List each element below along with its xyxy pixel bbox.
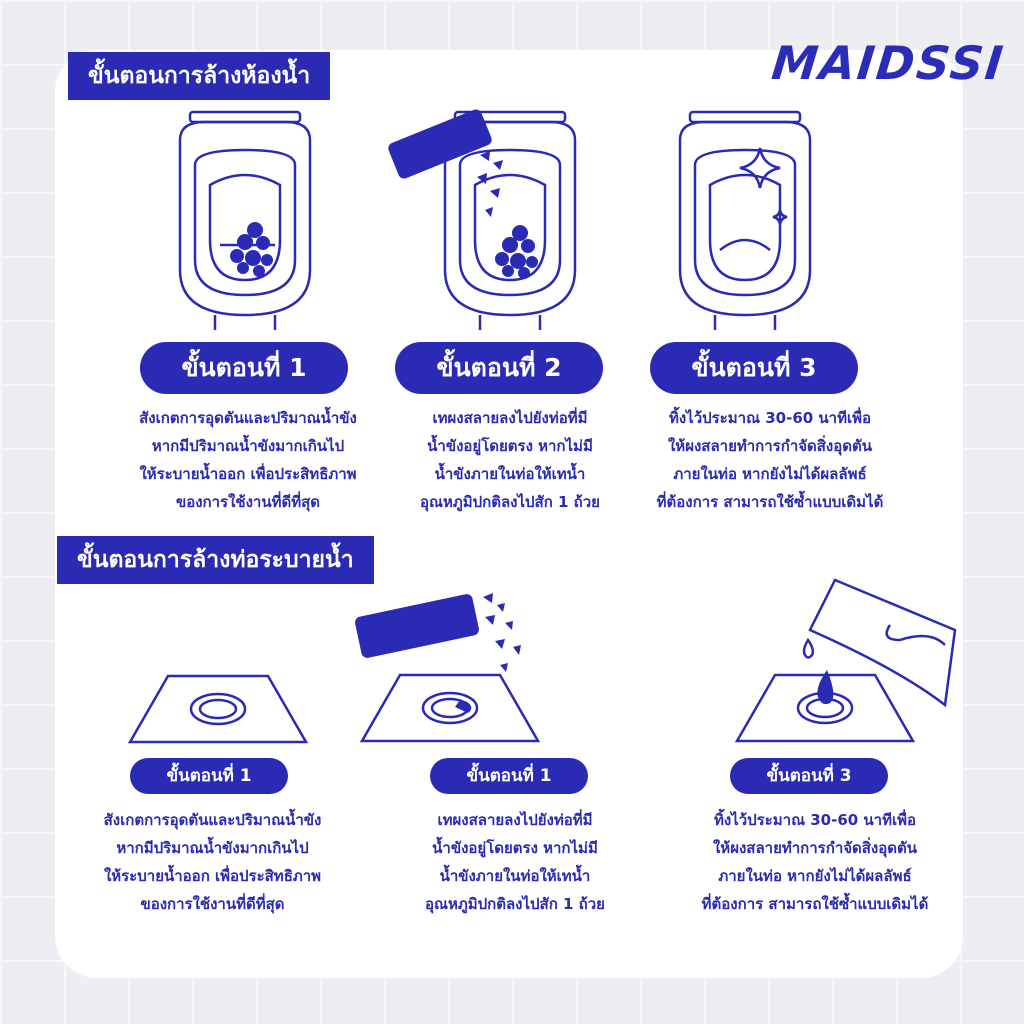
drain-step-1-pill: ขั้นตอนที่ 1 [130,758,288,794]
toilet-step-3-pill: ขั้นตอนที่ 3 [650,342,858,394]
description-line: ให้ผงสลายทำการกำจัดสิ่งอุดตัน [667,437,873,455]
drain-illustration-1 [128,674,308,744]
description-line: เทผงสลายลงไปยังท่อที่มี [437,811,593,829]
description-line: ให้ระบายน้ำออก เพื่อประสิทธิภาพ [103,867,322,885]
description-line: ที่ต้องการ สามารถใช้ซ้ำแบบเดิมได้ [701,895,929,913]
drain-section-title: ขั้นตอนการล้างท่อระบายน้ำ [57,536,374,584]
description-line: ภายในท่อ หากยังไม่ได้ผลลัพธ์ [673,465,867,483]
toilet-illustration-1 [175,110,335,330]
description-line: เทผงสลายลงไปยังท่อที่มี [432,409,588,427]
brand-logo: MAIDSSI [768,36,1007,90]
toilet-step-1-description [128,404,368,516]
description-line: ของการใช้งานที่ดีที่สุด [175,493,321,511]
toilet-illustration-2 [385,105,585,330]
description-line: ที่ต้องการ สามารถใช้ซ้ำแบบเดิมได้ [656,493,884,511]
description-line: ทิ้งไว้ประมาณ 30-60 นาทีเพื่อ [713,811,917,829]
description-line: สังเกตการอุดตันและปริมาณน้ำขัง [139,409,357,427]
description-line: น้ำขังอยู่โดยตรง หากไม่มี [432,839,598,857]
drain-step-2-description [400,806,630,918]
description-line: หากมีปริมาณน้ำขังมากเกินไป [151,437,345,455]
toilet-section-title: ขั้นตอนการล้างห้องน้ำ [68,52,330,100]
description-line: น้ำขังภายในท่อให้เทน้ำ [439,867,591,885]
drain-step-3-pill: ขั้นตอนที่ 3 [730,758,888,794]
description-line: น้ำขังภายในท่อให้เทน้ำ [434,465,586,483]
drain-step-2-pill: ขั้นตอนที่ 1 [430,758,588,794]
description-line: หากมีปริมาณน้ำขังมากเกินไป [116,839,309,857]
description-line: อุณหภูมิปกติลงไปสัก 1 ถ้วย [425,895,605,913]
description-line: น้ำขังอยู่โดยตรง หากไม่มี [427,437,593,455]
drain-step-1-description [85,806,340,918]
toilet-step-2-pill: ขั้นตอนที่ 2 [395,342,603,394]
description-line: ภายในท่อ หากยังไม่ได้ผลลัพธ์ [718,867,912,885]
drain-illustration-3 [730,575,960,745]
toilet-step-3-description [640,404,900,516]
description-line: อุณหภูมิปกติลงไปสัก 1 ถ้วย [420,493,600,511]
description-line: ทิ้งไว้ประมาณ 30-60 นาทีเพื่อ [668,409,872,427]
description-line: ให้ระบายน้ำออก เพื่อประสิทธิภาพ [139,465,357,483]
toilet-step-1-pill: ขั้นตอนที่ 1 [140,342,348,394]
toilet-illustration-3 [675,110,835,330]
drain-illustration-2 [355,585,555,745]
description-line: สังเกตการอุดตันและปริมาณน้ำขัง [103,811,322,829]
drain-step-3-description [680,806,950,918]
description-line: ของการใช้งานที่ดีที่สุด [140,895,285,913]
toilet-step-2-description [395,404,625,516]
description-line: ให้ผงสลายทำการกำจัดสิ่งอุดตัน [712,839,918,857]
